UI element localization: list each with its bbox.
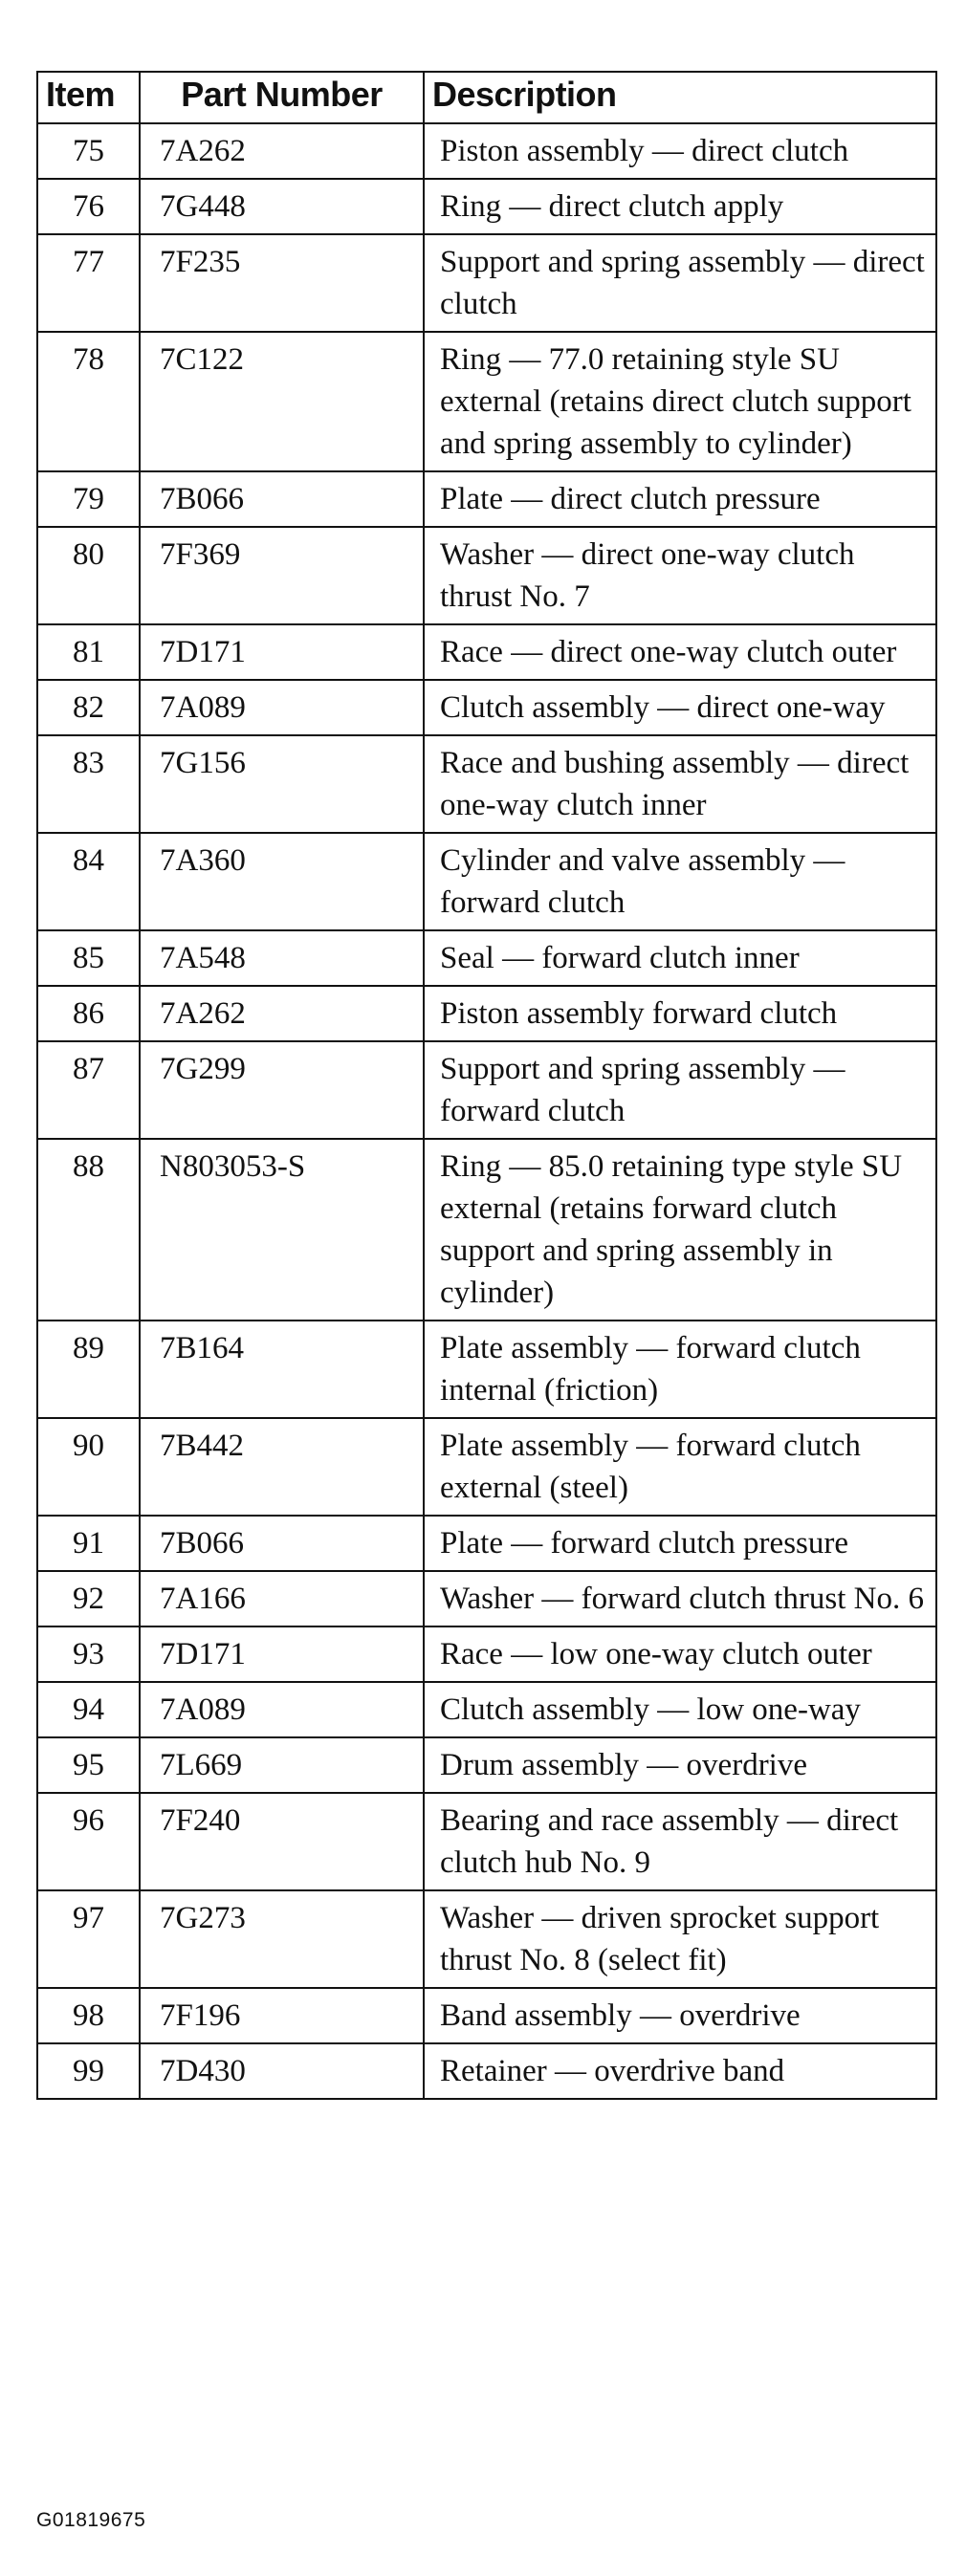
- parts-table-container: [36, 71, 935, 2100]
- item-cell: 84: [37, 833, 140, 930]
- part-number-cell: 7D430: [140, 2043, 424, 2099]
- table-row: [37, 1793, 936, 1890]
- item-cell: 90: [37, 1418, 140, 1516]
- part-number-cell: 7L669: [140, 1737, 424, 1793]
- table-row: [37, 471, 936, 527]
- header-item: Item: [37, 72, 140, 123]
- description-cell: Piston assembly forward clutch: [424, 986, 936, 1041]
- table-row: [37, 123, 936, 179]
- figure-id: G01819675: [36, 2509, 146, 2531]
- item-cell: 89: [37, 1321, 140, 1418]
- parts-table: [36, 71, 937, 2100]
- item-cell: 99: [37, 2043, 140, 2099]
- part-number-cell: 7G156: [140, 735, 424, 833]
- item-cell: 75: [37, 123, 140, 179]
- item-cell: 95: [37, 1737, 140, 1793]
- part-number-cell: 7G299: [140, 1041, 424, 1139]
- table-row: [37, 1626, 936, 1682]
- description-cell: Plate assembly — forward clutch internal (friction): [424, 1321, 936, 1418]
- description-cell: Piston assembly — direct clutch: [424, 123, 936, 179]
- table-row: [37, 1988, 936, 2043]
- description-cell: Washer — direct one-way clutch thrust No. 7: [424, 527, 936, 624]
- description-cell: Ring — 85.0 retaining type style SU external (retains forward clutch support and spring assembly in cylinder): [424, 1139, 936, 1321]
- description-cell: Drum assembly — overdrive: [424, 1737, 936, 1793]
- description-cell: Ring — 77.0 retaining style SU external (retains direct clutch support and spring assembly to cylinder): [424, 332, 936, 471]
- item-cell: 86: [37, 986, 140, 1041]
- table-row: [37, 735, 936, 833]
- description-cell: Support and spring assembly — forward clutch: [424, 1041, 936, 1139]
- table-row: [37, 1890, 936, 1988]
- table-row: [37, 930, 936, 986]
- description-cell: Retainer — overdrive band: [424, 2043, 936, 2099]
- table-row: [37, 624, 936, 680]
- part-number-cell: 7B066: [140, 1516, 424, 1571]
- description-cell: Bearing and race assembly — direct clutch hub No. 9: [424, 1793, 936, 1890]
- table-row: [37, 1139, 936, 1321]
- part-number-cell: 7B066: [140, 471, 424, 527]
- header-part-number: Part Number: [140, 72, 424, 123]
- description-cell: Seal — forward clutch inner: [424, 930, 936, 986]
- item-cell: 94: [37, 1682, 140, 1737]
- item-cell: 87: [37, 1041, 140, 1139]
- table-row: [37, 1041, 936, 1139]
- item-cell: 77: [37, 234, 140, 332]
- table-row: [37, 680, 936, 735]
- table-row: [37, 986, 936, 1041]
- table-row: [37, 527, 936, 624]
- table-body: [37, 123, 936, 2099]
- description-cell: Band assembly — overdrive: [424, 1988, 936, 2043]
- table-row: [37, 179, 936, 234]
- part-number-cell: 7F196: [140, 1988, 424, 2043]
- part-number-cell: 7A360: [140, 833, 424, 930]
- table-row: [37, 833, 936, 930]
- description-cell: Plate — direct clutch pressure: [424, 471, 936, 527]
- description-cell: Plate — forward clutch pressure: [424, 1516, 936, 1571]
- part-number-cell: 7B442: [140, 1418, 424, 1516]
- description-cell: Support and spring assembly — direct clutch: [424, 234, 936, 332]
- item-cell: 96: [37, 1793, 140, 1890]
- description-cell: Race — direct one-way clutch outer: [424, 624, 936, 680]
- item-cell: 88: [37, 1139, 140, 1321]
- item-cell: 82: [37, 680, 140, 735]
- part-number-cell: 7F369: [140, 527, 424, 624]
- table-row: [37, 1418, 936, 1516]
- description-cell: Ring — direct clutch apply: [424, 179, 936, 234]
- part-number-cell: 7D171: [140, 1626, 424, 1682]
- description-cell: Plate assembly — forward clutch external (steel): [424, 1418, 936, 1516]
- item-cell: 80: [37, 527, 140, 624]
- description-cell: Clutch assembly — direct one-way: [424, 680, 936, 735]
- part-number-cell: N803053-S: [140, 1139, 424, 1321]
- part-number-cell: 7F235: [140, 234, 424, 332]
- table-row: [37, 1737, 936, 1793]
- part-number-cell: 7G273: [140, 1890, 424, 1988]
- item-cell: 92: [37, 1571, 140, 1626]
- part-number-cell: 7D171: [140, 624, 424, 680]
- description-cell: Clutch assembly — low one-way: [424, 1682, 936, 1737]
- table-row: [37, 1682, 936, 1737]
- item-cell: 85: [37, 930, 140, 986]
- table-row: [37, 332, 936, 471]
- part-number-cell: 7A262: [140, 123, 424, 179]
- item-cell: 83: [37, 735, 140, 833]
- part-number-cell: 7C122: [140, 332, 424, 471]
- item-cell: 93: [37, 1626, 140, 1682]
- header-description: Description: [424, 72, 936, 123]
- item-cell: 76: [37, 179, 140, 234]
- table-header-row: [37, 72, 936, 123]
- table-row: [37, 2043, 936, 2099]
- description-cell: Race and bushing assembly — direct one-way clutch inner: [424, 735, 936, 833]
- description-cell: Cylinder and valve assembly — forward clutch: [424, 833, 936, 930]
- item-cell: 98: [37, 1988, 140, 2043]
- item-cell: 79: [37, 471, 140, 527]
- part-number-cell: 7G448: [140, 179, 424, 234]
- table-row: [37, 1516, 936, 1571]
- item-cell: 78: [37, 332, 140, 471]
- item-cell: 97: [37, 1890, 140, 1988]
- table-row: [37, 1571, 936, 1626]
- item-cell: 91: [37, 1516, 140, 1571]
- part-number-cell: 7B164: [140, 1321, 424, 1418]
- description-cell: Washer — driven sprocket support thrust No. 8 (select fit): [424, 1890, 936, 1988]
- table-row: [37, 234, 936, 332]
- part-number-cell: 7F240: [140, 1793, 424, 1890]
- description-cell: Race — low one-way clutch outer: [424, 1626, 936, 1682]
- part-number-cell: 7A166: [140, 1571, 424, 1626]
- item-cell: 81: [37, 624, 140, 680]
- part-number-cell: 7A548: [140, 930, 424, 986]
- table-row: [37, 1321, 936, 1418]
- part-number-cell: 7A089: [140, 680, 424, 735]
- part-number-cell: 7A089: [140, 1682, 424, 1737]
- description-cell: Washer — forward clutch thrust No. 6: [424, 1571, 936, 1626]
- part-number-cell: 7A262: [140, 986, 424, 1041]
